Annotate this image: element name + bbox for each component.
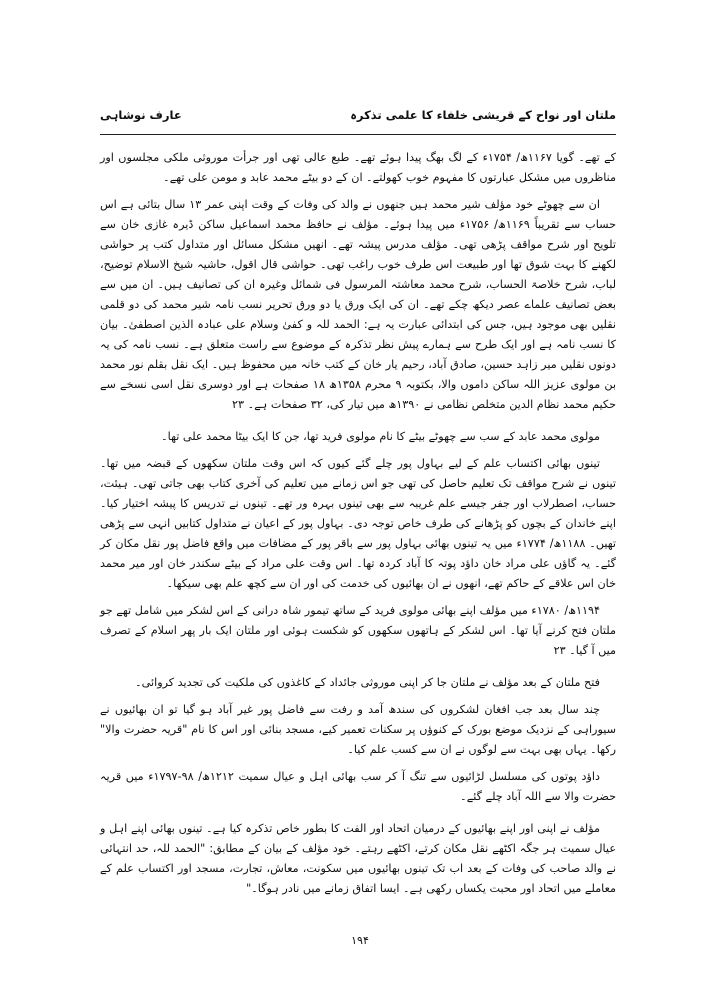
running-header-author: عارف نوشاہی (100, 108, 182, 122)
body-text (100, 148, 616, 906)
page-number: ۱۹۴ (351, 934, 369, 947)
paragraph: چند سال بعد جب افغان لشکروں کی سندھ آمد و رفت سے فاضل پور غیر آباد ہو گیا تو ان بھائیوں نے سیوراہی کے نزدیک موضع بورک کے کنوؤں پر سکنات تعمیر کیے، مسجد بنائی اور اس کا نام "قریہ حضرت والا" رکھا۔ یہاں بھی بہت سے لوگوں نے ان سے کسب علم کیا۔ (100, 703, 616, 756)
running-header-title: ملتان اور نواح کے قریشی خلفاء کا علمی تذکرہ (350, 108, 616, 122)
paragraph: فتح ملتان کے بعد مؤلف نے ملتان جا کر اپنی موروثی جائداد کے کاغذوں کی ملکیت کی تجدید کروائی۔ (135, 676, 600, 689)
paragraph: مؤلف نے اپنی اور اپنے بھائیوں کے درمیان اتحاد اور الفت کا بطور خاص تذکرہ کیا ہے۔ تینوں بھائی اپنے اہل و عیال سمیت ہر جگہ اکٹھے نقل مکان کرتے، اکٹھے رہتے۔ خود مؤلف کے بیان کے مطابق: "الحمد للہ، حد انتہائی نے والد صاحب کی وفات کے بعد اب تک تینوں بھائیوں میں سکونت، معاش، تجارت، مسجد اور اکتساب علم کے معاملے میں اتحاد اور محبت یکساں رکھی ہے۔ ایسا اتفاق زمانے میں نادر ہوگا۔" (100, 822, 616, 895)
header-rule (100, 134, 616, 135)
paragraph: مولوی محمد عابد کے سب سے چھوٹے بیٹے کا نام مولوی فرید تھا، جن کا ایک بیٹا محمد علی تھا۔ (161, 430, 600, 443)
paragraph: کے تھے۔ گویا ۱۱۶۷ھ/ ۱۷۵۴ء کے لگ بھگ پیدا ہوئے تھے۔ طبع عالی تھی اور جرأت موروثی ملکی مجلسوں اور مناظروں میں مشکل عبارتوں کا مفہوم خوب کھولتے۔ ان کے دو بیٹے محمد عابد و مومن علی تھے۔ (100, 151, 617, 184)
running-header (100, 108, 616, 132)
paragraph: ۱۱۹۴ھ/ ۱۷۸۰ء میں مؤلف اپنے بھائی مولوی فرید کے ساتھ تیمور شاہ درانی کے اس لشکر میں شامل تھے جو ملتان فتح کرنے آیا تھا۔ اس لشکر کے ہاتھوں سکھوں کو شکست ہوئی اور ملتان ایک بار پھر اسلام کے تصرف میں آ گیا۔ ۲۳ (100, 604, 616, 657)
paragraph: ان سے چھوٹے خود مؤلف شیر محمد ہیں جنھوں نے والد کی وفات کے وقت اپنی عمر ۱۳ سال بتائی ہے اس حساب سے تقریباً ۱۱۶۹ھ/ ۱۷۵۶ء میں پیدا ہوئے۔ مؤلف نے حافظ محمد اسماعیل ساکن ڈیرہ غازی خان سے تلویح اور شرح مواقف پڑھی تھی۔ مؤلف مدرس پیشہ تھے۔ انھیں مشکل مسائل اور متداول کتب پر حواشی لکھنے کا بہت شوق تھا اور طبیعت اس طرف خوب راغب تھی۔ حواشی قال اقول، حاشیہ شیخ الاسلام توضیح، لباب، شرح خلاصۃ الحساب، شرح محمد معاشتہ المرسول فی شمائل وغیرہ ان کی تصانیف ہیں۔ ان میں سے بعض تصانیف علماے عصر دیکھ چکے تھے۔ ان کی ایک ورق یا دو ورق تحریر نسب نامہ شیر محمد کی دو قلمی نقلیں بھی موجود ہیں، جس کی ابتدائی عبارت یہ ہے: الحمد للہ و کفیٰ وسلام علی عبادہ الذین اصطفیٰ۔ بیان کا نسب نامہ ہے اور ایک طرح سے ہمارے پیش نظر تذکرہ کے موضوع سے راست متعلق ہے۔ نسب نامہ کی یہ دونوں نقلیں میر زاہد حسین، صادق آباد، رحیم یار خان کے کتب خانہ میں محفوظ ہیں۔ ایک نقل بقلم نور محمد بن مولوی عزیز اللہ ساکن داموں والا، بکتوبہ ۹ محرم ۱۳۵۸ھ ۱۸ صفحات ہے اور دوسری نقل اسی نسخے سے حکیم محمد نظام الدین متخلص نظامی نے ۱۳۹۰ھ میں تیار کی، ۳۲ صفحات ہے۔ ۲۳ (100, 198, 616, 411)
paragraph: تینوں بھائی اکتساب علم کے لیے بہاول پور چلے گئے کیوں کہ اس وقت ملتان سکھوں کے قبضہ میں تھا۔ تینوں نے شرح مواقف تک تعلیم حاصل کی تھی جو اس زمانے میں تعلیم کی آخری کتاب بھی جاتی تھی۔ ہیئت، حساب، اصطرلاب اور جفر جیسے علم غریبہ سے بھی تینوں بہرہ ور تھے۔ تینوں نے تدریس کا پیشہ اختیار کیا۔ اپنے خاندان کے بچوں کو پڑھانے کی طرف خاص توجہ دی۔ بہاول پور کے اعیان نے متداول کتابیں انہی سے پڑھی تھیں۔ ۱۱۸۸ھ/ ۱۷۷۴ء میں یہ تینوں بھائی بہاول پور سے باقر پور کے مضافات میں واقع فاضل پور نقل مکان کر گئے۔ یہ گاؤں علی مراد خان داؤد پوتہ کا آباد کردہ تھا۔ اس وقت علی مراد کے بیٹے سکندر خان اور میر محمد خان اس علاقے کے حاکم تھے، انھوں نے ان بھائیوں کی خدمت کی اور ان سے کچھ علم بھی سیکھا۔ (100, 457, 617, 590)
paragraph: داؤد پوتوں کی مسلسل لڑائیوں سے تنگ آ کر سب بھائی اہل و عیال سمیت ۱۲۱۲ھ/ ۹۸-۱۷۹۷ء میں قریہ حضرت والا سے اللہ آباد چلے گئے۔ (100, 770, 616, 803)
